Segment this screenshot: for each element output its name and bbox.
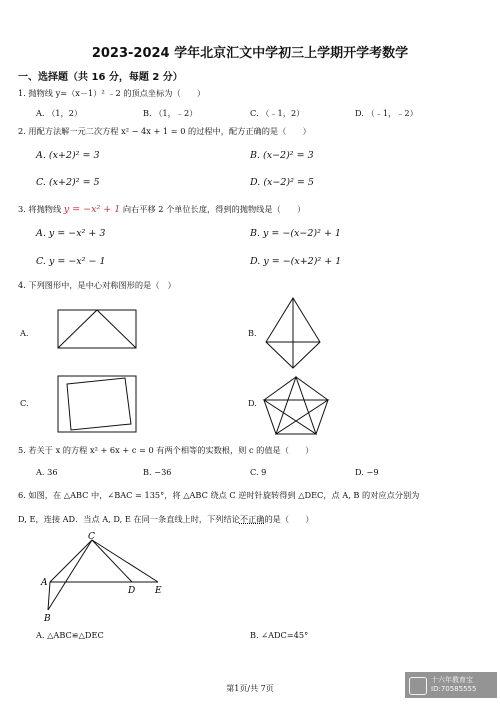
page-title: 2023-2024 学年北京汇文中学初三上学期开学考数学 [91,46,409,61]
q3-option-b: B. y = −(x−2)² + 1 [250,228,341,239]
page-footer: 第1页/共 7页 [226,684,274,693]
question-4: 4. 下列图形中，是中心对称图形的是（ ） [18,280,176,290]
q4-option-c: C. [20,398,29,408]
label-b: B [44,614,51,624]
watermark-line-2: ID:70585555 [431,685,477,693]
q3-text-pre: 3. 将抛物线 [18,204,64,214]
q4-option-d: D. [248,398,257,408]
q2-option-c: C. (x+2)² = 5 [36,177,100,188]
q6-line2-pre: D, E，连接 AD．当点 A, D, E 在同一条直线上时，下列结论 [18,514,240,524]
watermark-line-1: 十六年教育宝 [431,676,473,684]
label-c: C [88,532,95,542]
question-1: 1. 抛物线 y=（x－1）² ﹣2 的顶点坐标为（ ） [18,88,206,98]
q5-option-b: B. −36 [143,467,172,477]
q1-option-a: A. （1，2） [36,108,83,118]
question-2: 2. 用配方法解一元二次方程 x² − 4x + 1 = 0 的过程中，配方正确的是（ ） [18,126,311,136]
q4-figure-d [258,372,334,438]
q6-emphasis: 不正确 [239,514,265,524]
q2-option-d: D. (x−2)² = 5 [250,177,314,188]
question-6-line-1: 6. 如图，在 △ABC 中，∠BAC = 135°，将 △ABC 绕点 C 逆时针旋转得到 △DEC，点 A, B 的对应点分别为 [18,490,420,500]
q2-option-b: B. (x−2)² = 3 [250,150,314,161]
q1-option-c: C. （﹣1，2） [250,108,305,118]
question-6-line-2 [18,513,314,525]
watermark [405,672,497,698]
q6-line2-post: 的是（ ） [264,514,314,524]
q4-figure-a [55,305,139,353]
q4-option-a: A. [20,328,29,338]
q4-figure-c [55,374,139,434]
q3-text-post: 向右平移 2 个单位长度，得到的抛物线是（ ） [120,204,306,214]
q2-option-a: A. (x+2)² = 3 [36,150,100,161]
label-e: E [155,586,162,596]
watermark-logo-icon [409,677,427,695]
section-heading: 一、选择题（共 16 分，每题 2 分） [18,72,183,83]
q5-option-c: C. 9 [250,467,267,477]
q6-geometry-figure [38,532,178,624]
q5-option-a: A. 36 [36,467,58,477]
q3-red-expression: y = −x² + 1 [63,204,121,215]
q4-figure-b [258,294,328,372]
q3-option-a: A. y = −x² + 3 [36,228,106,239]
q6-option-b: B. ∠ADC=45° [250,630,309,640]
q6-option-a: A. △ABC≌△DEC [36,630,104,640]
q3-option-d: D. y = −(x+2)² + 1 [250,256,342,267]
q3-option-c: C. y = −x² − 1 [36,256,106,267]
q1-option-d: D. （﹣1，﹣2） [355,108,418,118]
q5-option-d: D. −9 [355,467,379,477]
q4-option-b: B. [248,328,257,338]
label-d: D [128,586,136,596]
question-5: 5. 若关于 x 的方程 x² + 6x + c = 0 有两个相等的实数根，则 c 的值是（ ） [18,445,314,455]
label-a: A [41,578,48,588]
q1-option-b: B. （1，﹣2） [143,108,198,118]
question-3 [18,203,305,216]
